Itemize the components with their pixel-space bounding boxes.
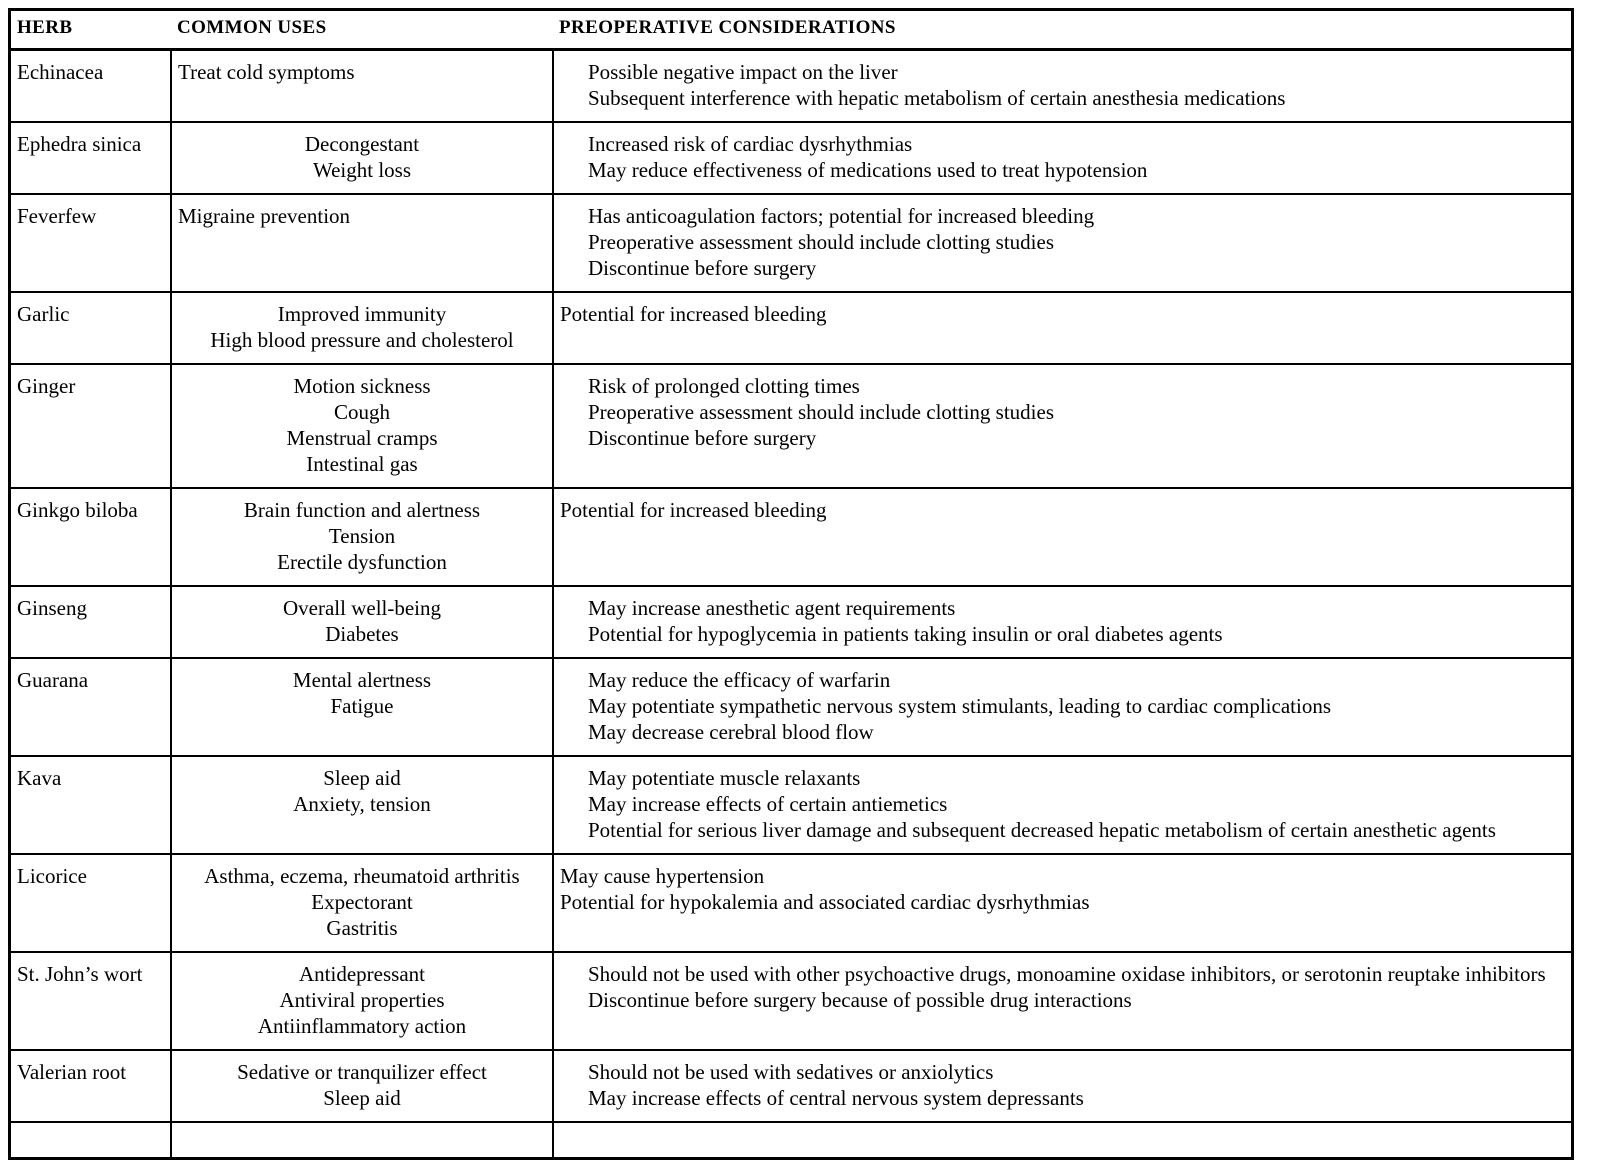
cell-herb: St. John’s wort (10, 952, 172, 1050)
use-line: Expectorant (311, 890, 413, 914)
use-line: Mental alertness (292, 668, 432, 692)
cell-herb: Feverfew (10, 194, 172, 292)
cell-common-uses (171, 364, 553, 488)
consideration-line: Increased risk of cardiac dysrhythmias (588, 132, 913, 156)
cell-herb: Ginseng (10, 586, 172, 658)
cell-herb: Ginger (10, 364, 172, 488)
cell-common-uses (171, 658, 553, 756)
cell-herb: Licorice (10, 854, 172, 952)
use-line: Overall well-being (282, 596, 442, 620)
cell-preoperative-considerations (553, 756, 1573, 854)
consideration-line: Risk of prolonged clotting times (588, 374, 860, 398)
use-line: Sleep aid (323, 1086, 401, 1110)
use-line: Gastritis (326, 916, 398, 940)
use-line: High blood pressure and cholesterol (210, 328, 514, 352)
herb-considerations-table (8, 8, 1574, 1160)
cell-preoperative-considerations (553, 292, 1573, 364)
consideration-line: May potentiate muscle relaxants (588, 766, 861, 790)
consideration-line: Discontinue before surgery because of possible drug interactions (588, 988, 1132, 1012)
use-line: Decongestant (304, 132, 420, 156)
consideration-line: May reduce the efficacy of warfarin (588, 668, 891, 692)
consideration-line: May reduce effectiveness of medications used to treat hypotension (588, 158, 1148, 182)
cell-preoperative-considerations (553, 658, 1573, 756)
use-line: Fatigue (330, 694, 394, 718)
consideration-line: Should not be used with sedatives or anxiolytics (588, 1060, 994, 1084)
cell-common-uses (171, 586, 553, 658)
herb-table-container (8, 8, 1574, 1160)
consideration-line: Discontinue before surgery (588, 426, 817, 450)
cell-common-uses (171, 756, 553, 854)
use-line: Antiinflammatory action (257, 1014, 467, 1038)
use-line: Sleep aid (323, 766, 401, 790)
consideration-line: May increase effects of central nervous system depressants (588, 1086, 1084, 1110)
table-body (10, 50, 1573, 1159)
table-row (10, 854, 1573, 952)
use-line: Weight loss (312, 158, 412, 182)
use-line: Erectile dysfunction (277, 550, 447, 574)
column-header-preoperative-considerations: PREOPERATIVE CONSIDERATIONS (553, 10, 1573, 50)
cell-herb: Garlic (10, 292, 172, 364)
cell-preoperative-considerations (553, 194, 1573, 292)
consideration-line: Potential for increased bleeding (560, 302, 827, 326)
table-row (10, 50, 1573, 123)
cell-preoperative-considerations (553, 488, 1573, 586)
consideration-line: May increase anesthetic agent requirements (588, 596, 956, 620)
consideration-line: Potential for hypokalemia and associated cardiac dysrhythmias (560, 890, 1090, 914)
cell-preoperative-considerations (553, 364, 1573, 488)
table-row (10, 488, 1573, 586)
cell-common-uses (171, 488, 553, 586)
consideration-line: Has anticoagulation factors; potential for increased bleeding (588, 204, 1095, 228)
table-row (10, 194, 1573, 292)
use-line: Improved immunity (277, 302, 447, 326)
consideration-line: Preoperative assessment should include clotting studies (588, 230, 1054, 254)
cell-preoperative-considerations (553, 586, 1573, 658)
table-row (10, 586, 1573, 658)
cell-common-uses (171, 292, 553, 364)
use-line: Menstrual cramps (286, 426, 438, 450)
use-line: Intestinal gas (306, 452, 418, 476)
consideration-line: Should not be used with other psychoactive drugs, monoamine oxidase inhibitors, or serotonin reuptake inhibitors (588, 962, 1546, 986)
cell-herb: Guarana (10, 658, 172, 756)
column-header-common-uses: COMMON USES (171, 10, 553, 50)
table-row (10, 364, 1573, 488)
consideration-line: May decrease cerebral blood flow (588, 720, 874, 744)
use-line: Antiviral properties (279, 988, 445, 1012)
use-line: Asthma, eczema, rheumatoid arthritis (204, 864, 520, 888)
use-line: Diabetes (325, 622, 399, 646)
cell-herb: Kava (10, 756, 172, 854)
table-row (10, 292, 1573, 364)
consideration-line: May cause hypertension (560, 864, 765, 888)
cell-preoperative-considerations (553, 854, 1573, 952)
cell-preoperative-considerations (553, 122, 1573, 194)
cell-herb: Ephedra sinica (10, 122, 172, 194)
band-cell-considerations (553, 1122, 1573, 1159)
use-line: Treat cold symptoms (178, 60, 355, 84)
table-row (10, 756, 1573, 854)
use-line: Antidepressant (299, 962, 425, 986)
table-row (10, 952, 1573, 1050)
cell-common-uses (171, 50, 553, 123)
use-line: Sedative or tranquilizer effect (237, 1060, 487, 1084)
use-line: Brain function and alertness (243, 498, 481, 522)
cell-common-uses (171, 122, 553, 194)
use-line: Anxiety, tension (293, 792, 431, 816)
cell-preoperative-considerations (553, 952, 1573, 1050)
consideration-line: May potentiate sympathetic nervous system stimulants, leading to cardiac complications (588, 694, 1331, 718)
consideration-line: Subsequent interference with hepatic metabolism of certain anesthesia medications (588, 86, 1286, 110)
use-line: Tension (328, 524, 396, 548)
consideration-line: Preoperative assessment should include clotting studies (588, 400, 1054, 424)
cell-common-uses (171, 1050, 553, 1122)
consideration-line: Potential for increased bleeding (560, 498, 827, 522)
use-line: Cough (333, 400, 390, 424)
use-line: Migraine prevention (178, 204, 351, 228)
cell-common-uses (171, 854, 553, 952)
consideration-line: Potential for serious liver damage and subsequent decreased hepatic metabolism of certain anesthetic agents (588, 818, 1496, 842)
header-row (10, 10, 1573, 50)
cell-preoperative-considerations (553, 1050, 1573, 1122)
consideration-line: Discontinue before surgery (588, 256, 817, 280)
band-cell-uses (171, 1122, 553, 1159)
band-cell-herb (10, 1122, 172, 1159)
consideration-line: Potential for hypoglycemia in patients taking insulin or oral diabetes agents (588, 622, 1223, 646)
column-header-herb: HERB (10, 10, 172, 50)
consideration-line: May increase effects of certain antiemetics (588, 792, 948, 816)
table-header (10, 10, 1573, 50)
table-bottom-band (10, 1122, 1573, 1159)
table-row (10, 122, 1573, 194)
cell-herb: Ginkgo biloba (10, 488, 172, 586)
consideration-line: Possible negative impact on the liver (588, 60, 898, 84)
table-row (10, 658, 1573, 756)
cell-herb: Echinacea (10, 50, 172, 123)
table-row (10, 1050, 1573, 1122)
cell-preoperative-considerations (553, 50, 1573, 123)
cell-common-uses (171, 194, 553, 292)
cell-common-uses (171, 952, 553, 1050)
cell-herb: Valerian root (10, 1050, 172, 1122)
use-line: Motion sickness (293, 374, 431, 398)
